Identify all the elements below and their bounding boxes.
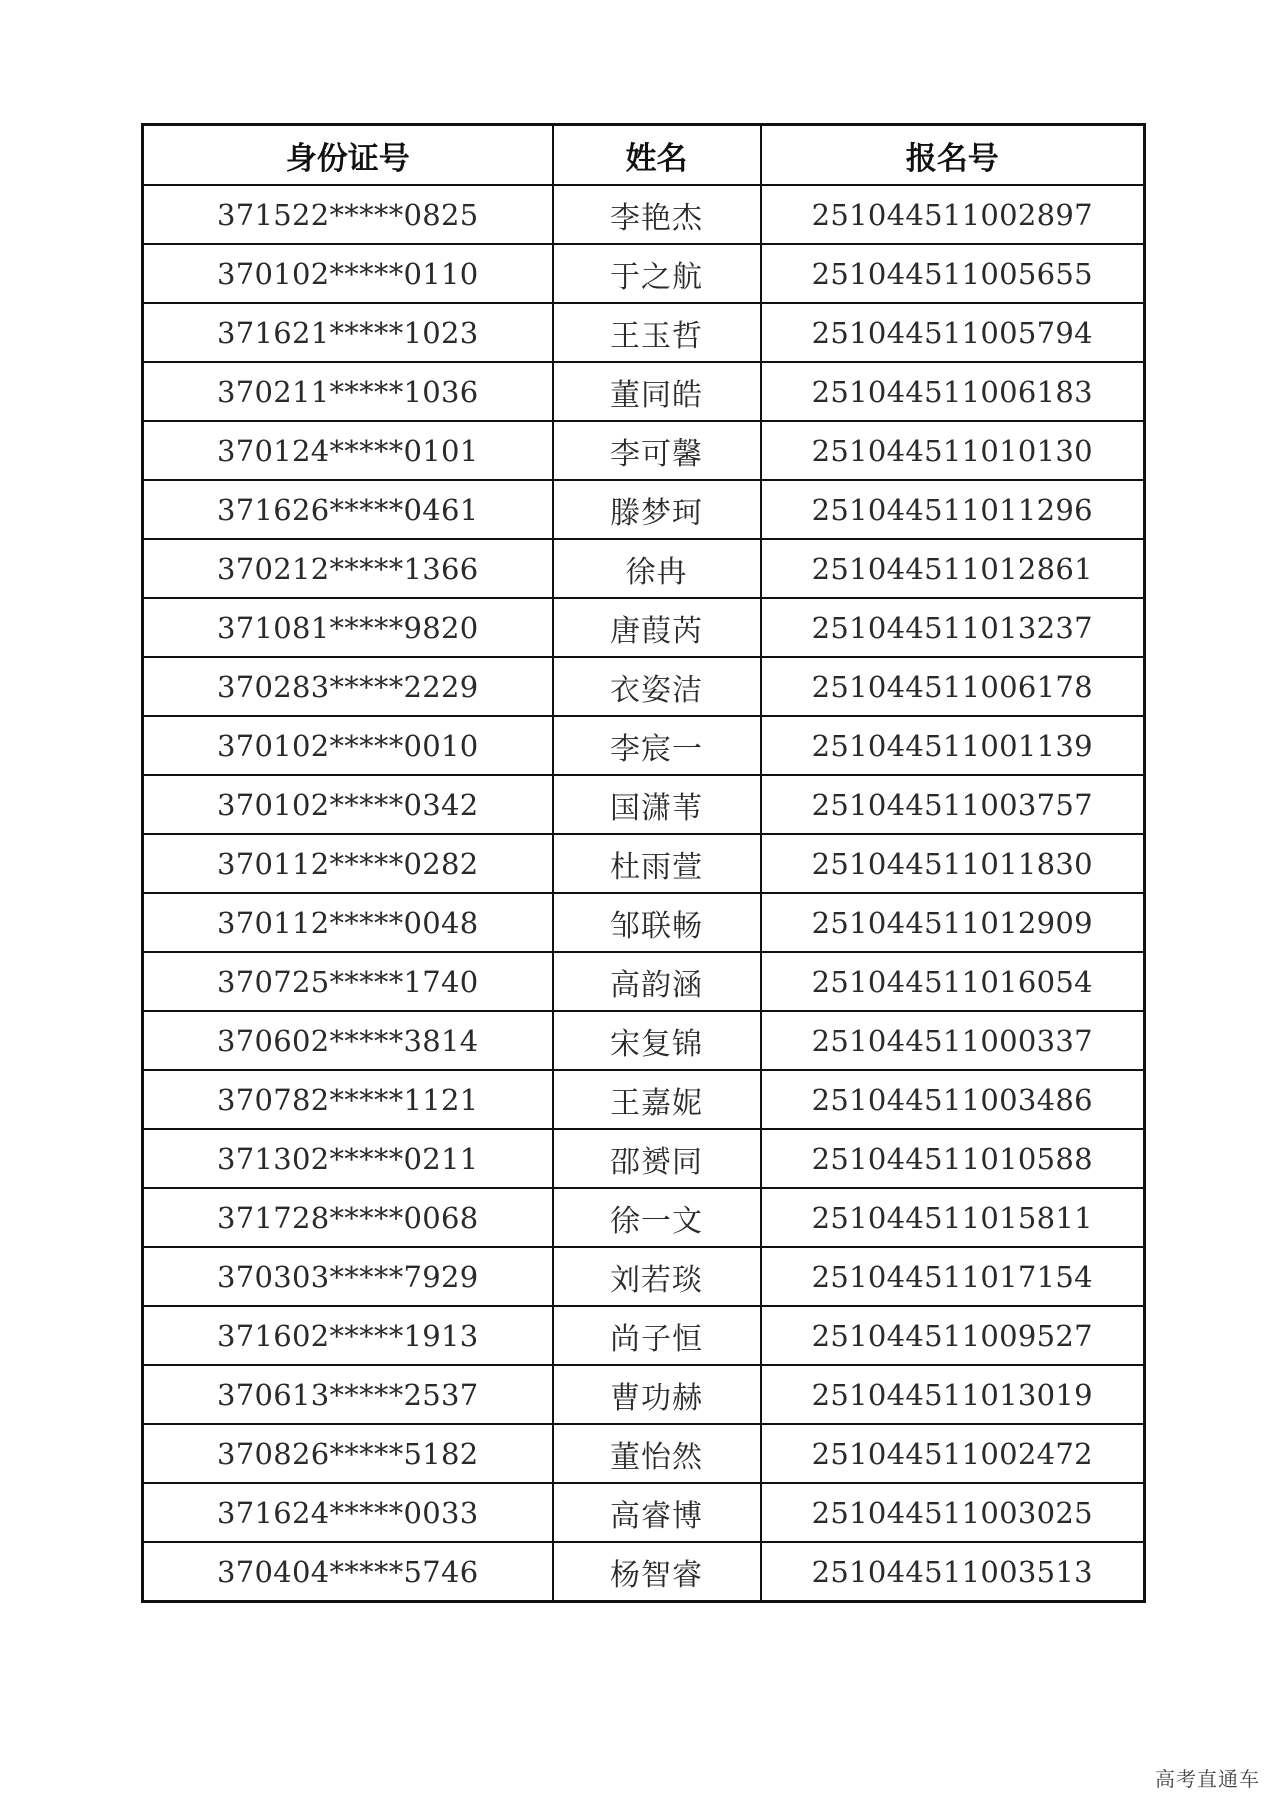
table-row: [143, 952, 1145, 1011]
table-row: [143, 834, 1145, 893]
name-cell: 王玉哲: [553, 303, 761, 362]
registration-number-cell: 251044511012861: [761, 539, 1145, 598]
table-row: [143, 775, 1145, 834]
table-row: [143, 1011, 1145, 1070]
id-number-cell: 370124*****0101: [143, 421, 553, 480]
table-row: [143, 1483, 1145, 1542]
registration-number-cell: 251044511015811: [761, 1188, 1145, 1247]
name-cell: 国潇苇: [553, 775, 761, 834]
id-number-cell: 371522*****0825: [143, 185, 553, 244]
name-cell: 尚子恒: [553, 1306, 761, 1365]
name-cell: 滕梦珂: [553, 480, 761, 539]
registration-number-cell: 251044511005655: [761, 244, 1145, 303]
table-row: [143, 303, 1145, 362]
name-cell: 高韵涵: [553, 952, 761, 1011]
name-cell: 刘若琰: [553, 1247, 761, 1306]
name-cell: 王嘉妮: [553, 1070, 761, 1129]
registration-number-cell: 251044511011296: [761, 480, 1145, 539]
registration-number-cell: 251044511000337: [761, 1011, 1145, 1070]
registration-number-cell: 251044511013019: [761, 1365, 1145, 1424]
id-number-cell: 370826*****5182: [143, 1424, 553, 1483]
name-cell: 李宸一: [553, 716, 761, 775]
registration-number-cell: 251044511016054: [761, 952, 1145, 1011]
name-cell: 李可馨: [553, 421, 761, 480]
id-number-cell: 370112*****0282: [143, 834, 553, 893]
name-cell: 邹联畅: [553, 893, 761, 952]
id-number-cell: 370303*****7929: [143, 1247, 553, 1306]
registration-number-cell: 251044511012909: [761, 893, 1145, 952]
id-number-cell: 370782*****1121: [143, 1070, 553, 1129]
header-row: [143, 125, 1145, 186]
table-row: [143, 1542, 1145, 1602]
id-number-cell: 371728*****0068: [143, 1188, 553, 1247]
id-number-cell: 370102*****0010: [143, 716, 553, 775]
registration-number-cell: 251044511013237: [761, 598, 1145, 657]
admission-list-table: [141, 123, 1146, 1603]
name-cell: 曹功赫: [553, 1365, 761, 1424]
table-row: [143, 1247, 1145, 1306]
registration-number-cell: 251044511006183: [761, 362, 1145, 421]
header-registration-number: 报名号: [761, 125, 1145, 186]
name-cell: 衣姿洁: [553, 657, 761, 716]
table-header: [143, 125, 1145, 186]
registration-number-cell: 251044511003025: [761, 1483, 1145, 1542]
registration-number-cell: 251044511003757: [761, 775, 1145, 834]
name-cell: 杨智睿: [553, 1542, 761, 1602]
table-row: [143, 893, 1145, 952]
table-row: [143, 185, 1145, 244]
name-cell: 徐一文: [553, 1188, 761, 1247]
table-row: [143, 1070, 1145, 1129]
header-id-number: 身份证号: [143, 125, 553, 186]
id-number-cell: 371626*****0461: [143, 480, 553, 539]
table-row: [143, 244, 1145, 303]
registration-number-cell: 251044511011830: [761, 834, 1145, 893]
table-row: [143, 362, 1145, 421]
id-number-cell: 371621*****1023: [143, 303, 553, 362]
id-number-cell: 371602*****1913: [143, 1306, 553, 1365]
table-row: [143, 716, 1145, 775]
id-number-cell: 370613*****2537: [143, 1365, 553, 1424]
table-row: [143, 1188, 1145, 1247]
id-number-cell: 371302*****0211: [143, 1129, 553, 1188]
id-number-cell: 370102*****0110: [143, 244, 553, 303]
id-number-cell: 371624*****0033: [143, 1483, 553, 1542]
name-cell: 于之航: [553, 244, 761, 303]
watermark-text: 高考直通车: [1155, 1767, 1260, 1791]
registration-number-cell: 251044511010588: [761, 1129, 1145, 1188]
registration-number-cell: 251044511017154: [761, 1247, 1145, 1306]
table-row: [143, 657, 1145, 716]
table-row: [143, 598, 1145, 657]
registration-number-cell: 251044511003486: [761, 1070, 1145, 1129]
id-number-cell: 370283*****2229: [143, 657, 553, 716]
id-number-cell: 370211*****1036: [143, 362, 553, 421]
name-cell: 董怡然: [553, 1424, 761, 1483]
table-row: [143, 539, 1145, 598]
name-cell: 董同皓: [553, 362, 761, 421]
registration-number-cell: 251044511006178: [761, 657, 1145, 716]
table-row: [143, 480, 1145, 539]
name-cell: 邵赟同: [553, 1129, 761, 1188]
table-body: [143, 185, 1145, 1602]
id-number-cell: 370602*****3814: [143, 1011, 553, 1070]
id-number-cell: 370404*****5746: [143, 1542, 553, 1602]
table-row: [143, 421, 1145, 480]
id-number-cell: 371081*****9820: [143, 598, 553, 657]
registration-number-cell: 251044511010130: [761, 421, 1145, 480]
name-cell: 杜雨萱: [553, 834, 761, 893]
name-cell: 宋复锦: [553, 1011, 761, 1070]
table-row: [143, 1424, 1145, 1483]
name-cell: 高睿博: [553, 1483, 761, 1542]
registration-number-cell: 251044511003513: [761, 1542, 1145, 1602]
registration-number-cell: 251044511002472: [761, 1424, 1145, 1483]
registration-number-cell: 251044511002897: [761, 185, 1145, 244]
name-cell: 李艳杰: [553, 185, 761, 244]
name-cell: 唐葭芮: [553, 598, 761, 657]
registration-number-cell: 251044511005794: [761, 303, 1145, 362]
registration-number-cell: 251044511001139: [761, 716, 1145, 775]
id-number-cell: 370212*****1366: [143, 539, 553, 598]
registration-number-cell: 251044511009527: [761, 1306, 1145, 1365]
id-number-cell: 370725*****1740: [143, 952, 553, 1011]
table-row: [143, 1365, 1145, 1424]
table-row: [143, 1306, 1145, 1365]
id-number-cell: 370102*****0342: [143, 775, 553, 834]
name-cell: 徐冉: [553, 539, 761, 598]
table-row: [143, 1129, 1145, 1188]
id-number-cell: 370112*****0048: [143, 893, 553, 952]
header-name: 姓名: [553, 125, 761, 186]
